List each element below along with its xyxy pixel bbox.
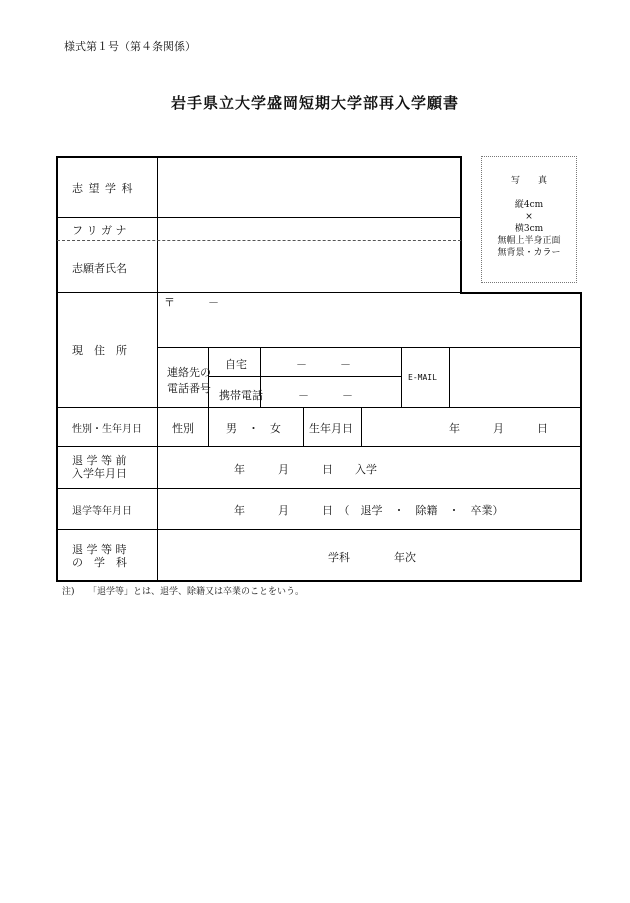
address-label: 現 住 所 [72,344,127,357]
row-line-withdraw-top [57,488,581,489]
desired-department-label: 志 望 学 科 [72,182,134,195]
postal-code-field[interactable]: 〒 － [164,296,219,309]
photo-pose: 無帽上半身正面 [497,236,561,246]
furigana-label: フ リ ガ ナ [72,224,127,237]
gender-v1 [208,407,209,446]
dept-at-withdrawal-label-2: の 学 科 [72,556,127,569]
contact-label-2: 電話番号 [167,382,211,395]
phone-v3 [401,347,402,407]
contact-label-1: 連絡先の [167,366,211,379]
row-line-phone-mid [208,376,401,377]
photo-box [481,156,577,283]
photo-times: × [525,212,533,222]
gender-v3 [361,407,362,446]
prior-admission-label-2: 入学年月日 [72,467,127,480]
row-line-gender-top [57,407,581,408]
gender-options[interactable]: 男 ・ 女 [226,422,281,435]
frame-notch-v [460,156,462,293]
page-title: 岩手県立大学盛岡短期大学部再入学願書 [170,94,459,112]
form-number: 様式第１号（第４条関係） [64,40,196,53]
photo-height: 縦4cm [514,200,544,210]
dept-at-withdrawal-label-1: 退 学 等 時 [72,543,127,556]
home-phone-field[interactable]: － － [296,358,351,371]
dept-at-withdrawal-field[interactable]: 学科 年次 [328,551,416,564]
row-line-dept-top [57,529,581,530]
frame-bottom [56,580,582,582]
desired-department-field[interactable] [158,158,460,217]
row-line-address-top [57,292,461,293]
applicant-name-label: 志願者氏名 [72,262,127,275]
email-field[interactable] [450,348,580,406]
frame-left [56,156,58,582]
furigana-field[interactable] [158,218,460,240]
photo-width: 横3cm [514,224,544,234]
prior-admission-label-1: 退 学 等 前 [72,454,127,467]
gender-label: 性別 [172,422,194,435]
gender-birth-label: 性別・生年月日 [72,423,142,435]
applicant-name-field[interactable] [158,241,460,292]
row-line-prior-top [57,446,581,447]
mobile-phone-field[interactable]: － － [298,389,353,402]
home-phone-label: 自宅 [225,358,247,371]
prior-admission-field[interactable]: 年 月 日 入学 [234,463,377,476]
frame-right [580,292,582,582]
birth-date-field[interactable]: 年 月 日 [449,422,548,435]
withdrawal-date-label: 退学等年月日 [72,505,132,517]
photo-background: 無背景・カラー [497,248,561,258]
gender-v2 [303,407,304,446]
mobile-phone-label: 携帯電話 [219,389,263,402]
footnote: 注) 「退学等」とは、退学、除籍又は卒業のことをいう。 [62,587,305,597]
birth-label: 生年月日 [309,422,353,435]
photo-label: 写 真 [510,176,547,186]
withdrawal-date-field[interactable]: 年 月 日 （ 退学 ・ 除籍 ・ 卒業） [234,504,504,517]
address-field[interactable] [158,308,580,346]
frame-notch-h [460,292,582,294]
email-label: E-MAIL [408,373,437,382]
